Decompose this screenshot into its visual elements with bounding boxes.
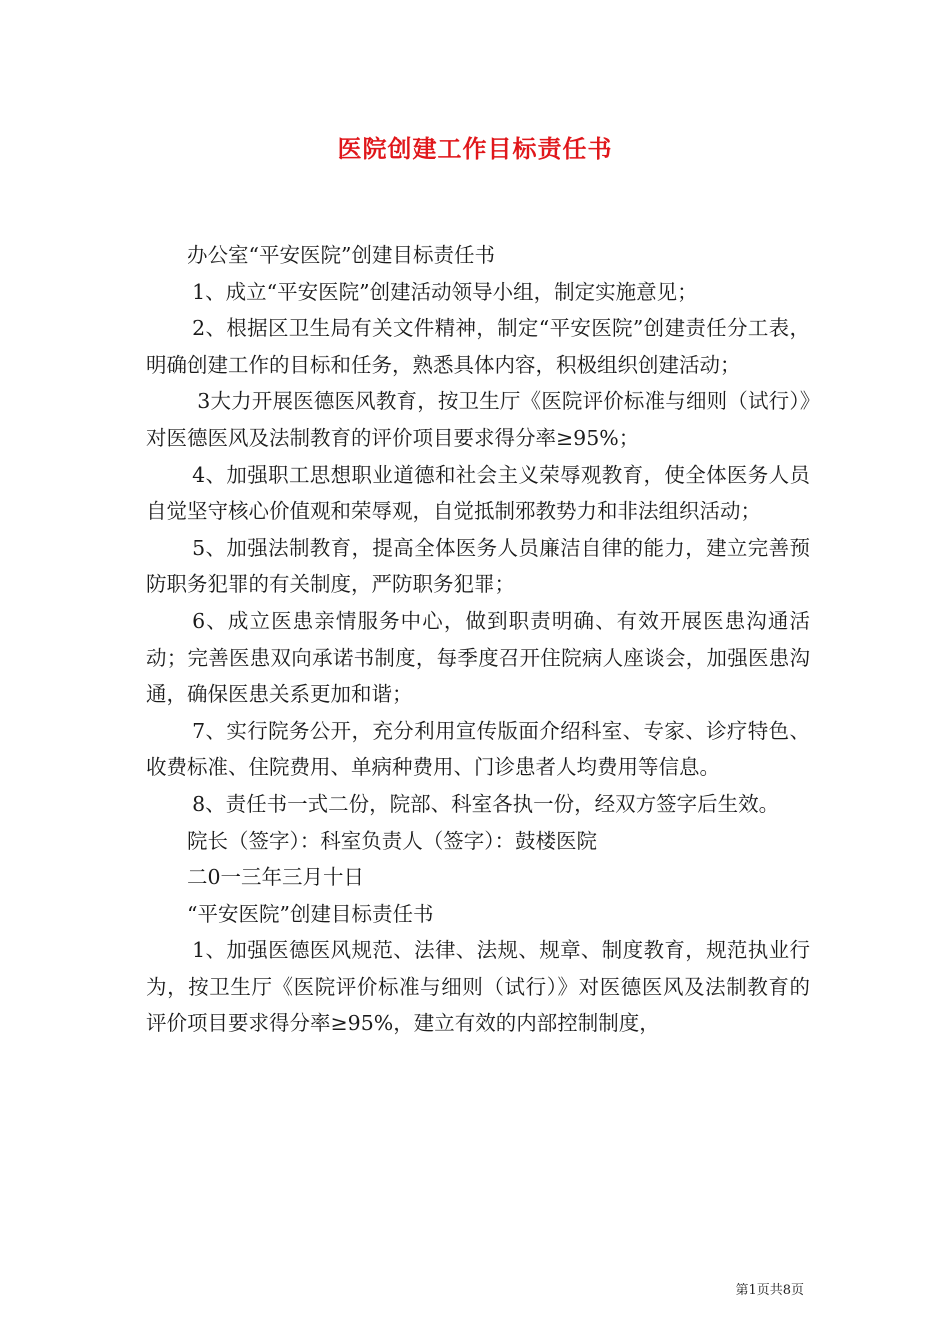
paragraph-heading-second: “平安医院”创建目标责任书 [187, 901, 434, 926]
paragraph-second-item-1: 1、加强医德医风规范、法律、法规、规章、制度教育，规范执业行为，按卫生厅《医院评价标准与细则（试行）》对医德医风及法制教育的评价项目要求得分率≥95%，建立有效的内部控制制度， [146, 938, 810, 1036]
paragraph-item-5: 5、加强法制教育，提高全体医务人员廉洁自律的能力，建立完善预防职务犯罪的有关制度，严防职务犯罪； [146, 535, 810, 597]
paragraph-item-1: 1、成立“平安医院”创建活动领导小组，制定实施意见； [192, 279, 698, 304]
paragraph-item-6: 6、成立医患亲情服务中心，做到职责明确、有效开展医患沟通活动；完善医患双向承诺书制度，每季度召开住院病人座谈会，加强医患沟通，确保医患关系更加和谐； [146, 608, 810, 707]
paragraph-item-2: 2、根据区卫生局有关文件精神，制定“平安医院”创建责任分工表，明确创建工作的目标和任务，熟悉具体内容，积极组织创建活动； [146, 316, 810, 377]
paragraph-heading-office: 办公室“平安医院”创建目标责任书 [187, 243, 495, 267]
date-line: 二0一三年三月十日 [187, 865, 365, 890]
signature-line: 院长（签字）：科室负责人（签字）：鼓楼医院 [187, 828, 597, 853]
document-title: 医院创建工作目标责任书 [337, 134, 613, 163]
paragraph-item-3: 3大力开展医德医风教育，按卫生厅《医院评价标准与细则（试行）》对医德医风及法制教育的评价项目要求得分率≥95%； [146, 389, 810, 450]
paragraph-item-7: 7、实行院务公开，充分利用宣传版面介绍科室、专家、诊疗特色、收费标准、住院费用、单病种费用、门诊患者人均费用等信息。 [146, 718, 810, 780]
paragraph-item-4: 4、加强职工思想职业道德和社会主义荣辱观教育，使全体医务人员自觉坚守核心价值观和荣辱观，自觉抵制邪教势力和非法组织活动； [146, 462, 810, 524]
document-body [146, 237, 810, 1042]
paragraph-item-8: 8、责任书一式二份，院部、科室各执一份，经双方签字后生效。 [192, 791, 780, 816]
page-number: 第1页共8页 [735, 1283, 804, 1298]
